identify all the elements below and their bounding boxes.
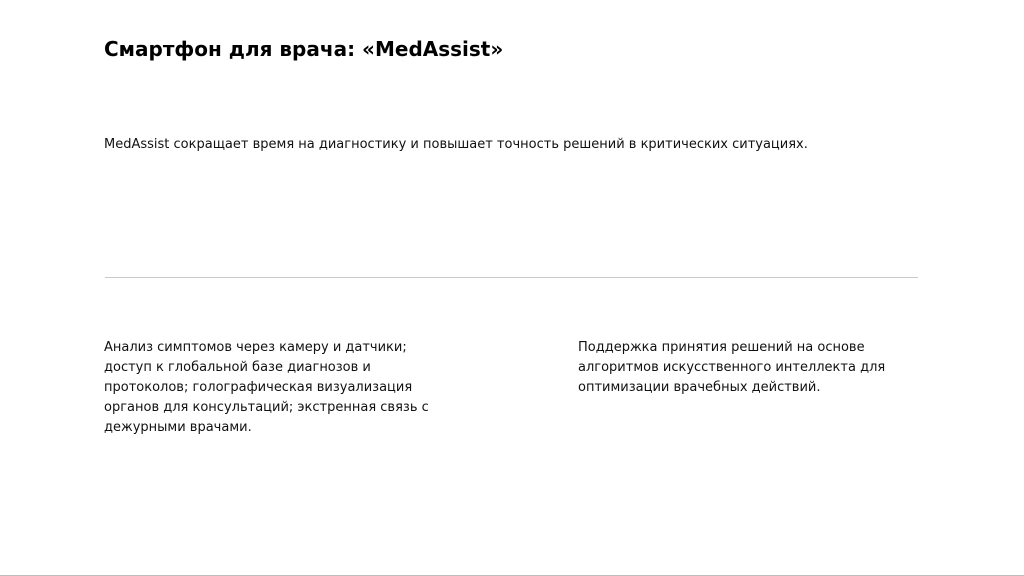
divider	[105, 277, 918, 278]
slide-subtitle: MedAssist сокращает время на диагностику и повышает точность решений в критических ситуациях.	[104, 137, 808, 152]
features-column-right: Поддержка принятия решений на основе алгоритмов искусственного интеллекта для оптимизации врачебных действий.	[578, 340, 886, 395]
slide-title: Смартфон для врача: «MedAssist»	[104, 37, 504, 61]
features-column-left: Анализ симптомов через камеру и датчики; доступ к глобальной базе диагнозов и протоколов; голографическая визуализация органов для консультаций; экстренная связь с дежурными врачами.	[104, 340, 429, 435]
